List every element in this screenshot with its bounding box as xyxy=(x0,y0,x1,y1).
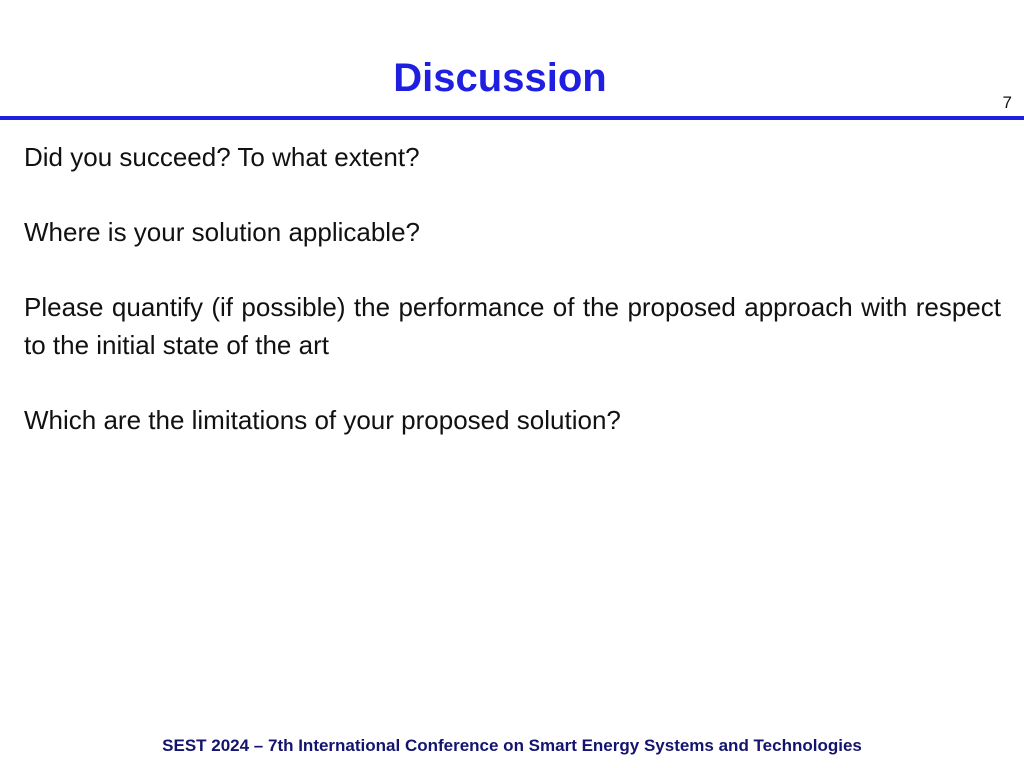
discussion-point-applicability: Where is your solution applicable? xyxy=(24,217,420,247)
page-number: 7 xyxy=(1002,93,1012,112)
slide-title: Discussion xyxy=(393,56,607,100)
title-divider xyxy=(0,116,1024,120)
discussion-point-performance: Please quantify (if possible) the performance of the proposed approach with respect to the initial state of the art xyxy=(24,292,1001,360)
discussion-point-success: Did you succeed? To what extent? xyxy=(24,142,420,172)
conference-footer: SEST 2024 – 7th International Conference on Smart Energy Systems and Technologies xyxy=(162,736,862,755)
discussion-point-limitations: Which are the limitations of your proposed solution? xyxy=(24,405,621,435)
